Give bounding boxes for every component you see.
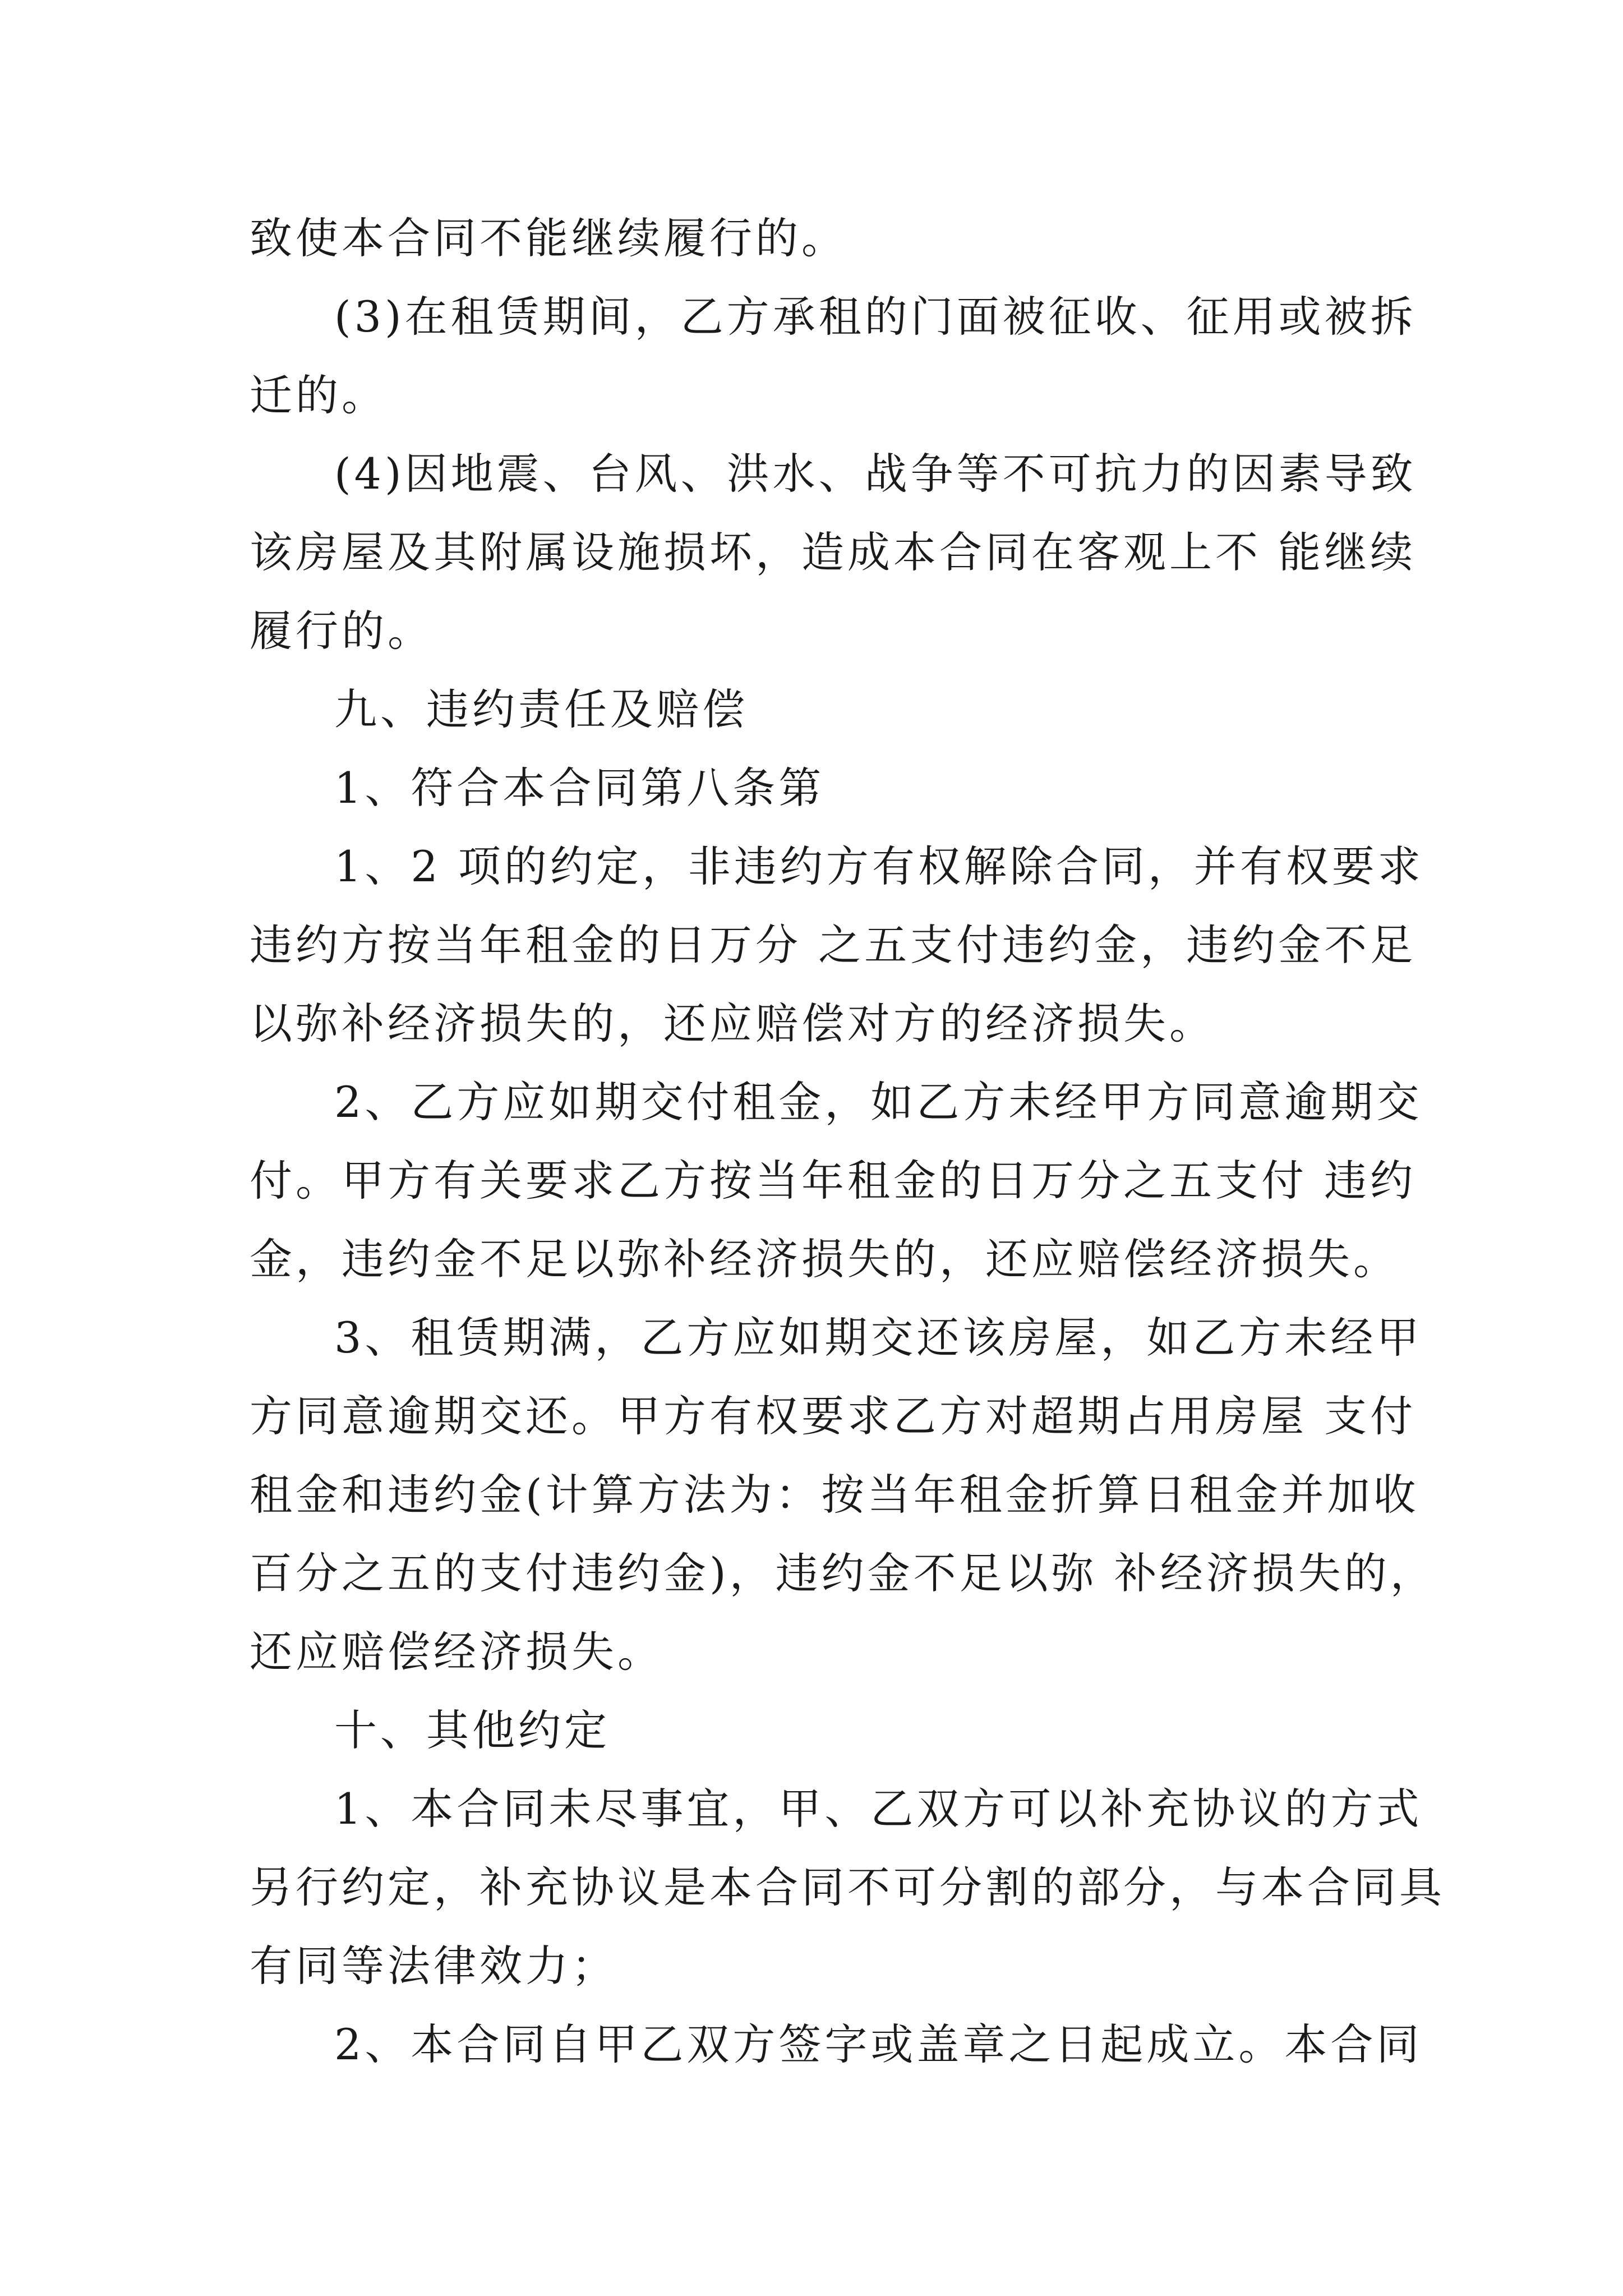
text-line: 有同等法律效力； bbox=[250, 1941, 617, 1991]
text-line: (4)因地震、台风、洪水、战争等不可抗力的因素导致 bbox=[334, 449, 1417, 499]
text-line: (3)在租赁期间，乙方承租的门面被征收、征用或被拆 bbox=[334, 292, 1417, 342]
text-line: 履行的。 bbox=[250, 606, 434, 656]
text-line: 1、2 项的约定，非违约方有权解除合同，并有权要求 bbox=[334, 841, 1424, 891]
text-line: 3、租赁期满，乙方应如期交还该房屋，如乙方未经甲 bbox=[334, 1313, 1423, 1363]
text-line: 租金和违约金(计算方法为：按当年租金折算日租金并加收 bbox=[250, 1470, 1419, 1520]
text-line: 付。甲方有关要求乙方按当年租金的日万分之五支付 违约 bbox=[250, 1156, 1417, 1205]
text-line: 2、本合同自甲乙双方签字或盖章之日起成立。本合同 bbox=[334, 2019, 1423, 2069]
text-line: 方同意逾期交还。甲方有权要求乙方对超期占用房屋 支付 bbox=[250, 1391, 1417, 1441]
text-line: 1、本合同未尽事宜，甲、乙双方可以补充协议的方式 bbox=[334, 1784, 1423, 1834]
text-line: 百分之五的支付违约金)，违约金不足以弥 补经济损失的， bbox=[250, 1548, 1436, 1598]
text-line: 另行约定，补充协议是本合同不可分割的部分，与本合同具 bbox=[250, 1862, 1445, 1912]
text-line: 违约方按当年租金的日万分 之五支付违约金，违约金不足 bbox=[250, 920, 1417, 970]
section-heading: 九、违约责任及赔偿 bbox=[334, 684, 748, 734]
text-line: 1、符合本合同第八条第 bbox=[334, 763, 825, 813]
text-line: 金，违约金不足以弥补经济损失的，还应赔偿经济损失。 bbox=[250, 1234, 1399, 1284]
text-line: 该房屋及其附属设施损坏，造成本合同在客观上不 能继续 bbox=[250, 527, 1417, 577]
text-line: 还应赔偿经济损失。 bbox=[250, 1627, 663, 1677]
text-line: 2、乙方应如期交付租金，如乙方未经甲方同意逾期交 bbox=[334, 1077, 1423, 1127]
text-line: 致使本合同不能继续履行的。 bbox=[250, 213, 847, 263]
text-line: 迁的。 bbox=[250, 370, 388, 420]
text-line: 以弥补经济损失的，还应赔偿对方的经济损失。 bbox=[250, 999, 1215, 1048]
section-heading: 十、其他约定 bbox=[334, 1705, 610, 1755]
